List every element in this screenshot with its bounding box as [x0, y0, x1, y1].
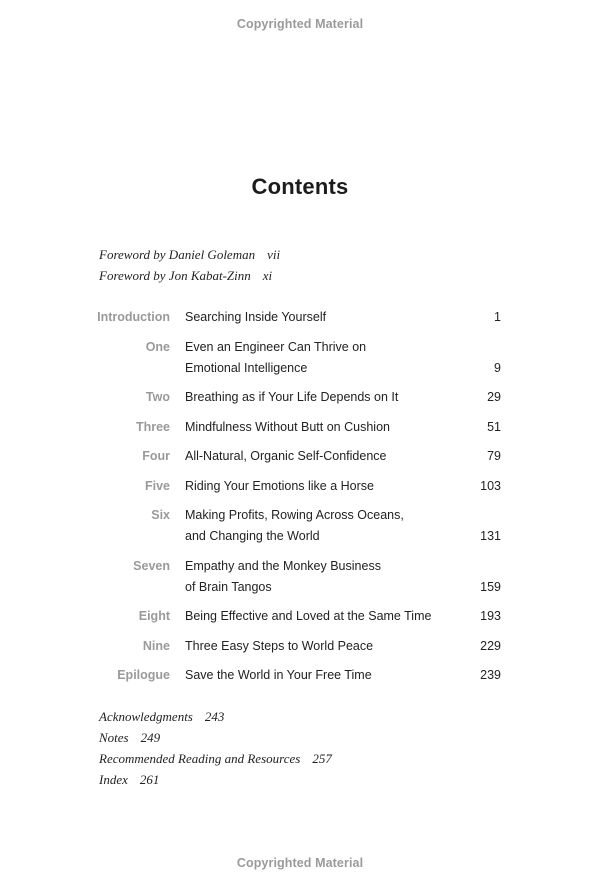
chapter-page: 79 [487, 449, 501, 463]
chapter-title-line: and Changing the World [185, 529, 320, 543]
chapter-entry-seven [0, 556, 600, 607]
chapter-title [185, 636, 455, 657]
chapter-page: 229 [480, 638, 501, 653]
foreword-list [99, 244, 280, 286]
chapter-page: 51 [487, 419, 501, 434]
chapter-number: Five [144, 478, 170, 493]
page-title: Contents [251, 174, 349, 199]
backmatter-entry [99, 769, 332, 790]
chapter-title-line: Breathing as if Your Life Depends on It [185, 390, 399, 404]
chapter-page: 159 [480, 579, 501, 594]
chapter-number: Two [145, 390, 170, 404]
chapter-title-line: All-Natural, Organic Self-Confidence [185, 449, 387, 463]
chapter-title-line: Mindfulness Without Butt on Cushion [185, 419, 390, 434]
chapter-title-line: Being Effective and Loved at the Same Time [185, 609, 432, 623]
chapter-entry-eight [0, 606, 600, 636]
chapter-number: Seven [133, 558, 170, 573]
foreword-page: vii [267, 247, 281, 262]
chapter-entry-five [0, 476, 600, 506]
backmatter-page: 243 [204, 709, 225, 724]
chapter-title-line: Making Profits, Rowing Across Oceans, [185, 508, 404, 522]
foreword-label: Foreword by Jon Kabat-Zinn [99, 268, 251, 283]
backmatter-label: Recommended Reading and Resources [99, 751, 301, 766]
chapter-entry-one [0, 337, 600, 388]
chapter-page: 103 [480, 478, 501, 493]
backmatter-entry [99, 748, 332, 769]
chapter-title [185, 446, 455, 467]
copyright-header: Copyrighted Material [236, 17, 364, 31]
chapter-number: Four [142, 449, 170, 463]
chapter-title-line: Searching Inside Yourself [185, 310, 327, 324]
chapter-entry-epilogue [0, 665, 600, 695]
chapter-entry-nine [0, 636, 600, 666]
chapter-title [185, 476, 455, 497]
chapter-title [185, 665, 455, 686]
chapter-title [185, 337, 455, 379]
chapter-title-line: Riding Your Emotions like a Horse [185, 478, 374, 493]
chapter-title [185, 307, 455, 328]
backmatter-label: Acknowledgments [99, 709, 193, 724]
chapter-entry-four [0, 446, 600, 476]
chapter-title [185, 556, 455, 598]
chapter-entry-six [0, 505, 600, 556]
chapter-title [185, 417, 455, 438]
backmatter-entry [99, 727, 332, 748]
chapter-title-line: Three Easy Steps to World Peace [185, 638, 374, 653]
backmatter-page: 261 [139, 772, 160, 787]
copyright-footer: Copyrighted Material [236, 856, 364, 870]
backmatter-entry [99, 706, 332, 727]
foreword-entry [99, 244, 280, 265]
chapter-number: Six [151, 508, 170, 522]
chapter-entry-two [0, 387, 600, 417]
foreword-entry [99, 265, 280, 286]
backmatter-label: Index [99, 772, 128, 787]
chapter-title-line: Emotional Intelligence [185, 360, 308, 375]
chapter-page: 131 [480, 529, 501, 543]
chapter-number: Three [135, 419, 170, 434]
chapter-number: Eight [138, 609, 170, 623]
foreword-label: Foreword by Daniel Goleman [99, 247, 256, 262]
chapter-page: 1 [494, 310, 501, 324]
chapter-title [185, 505, 455, 547]
backmatter-page: 257 [312, 751, 332, 766]
chapter-number: One [145, 339, 170, 354]
chapter-title-line: of Brain Tangos [185, 579, 272, 594]
chapter-page: 29 [487, 390, 501, 404]
chapter-entry-three [0, 417, 600, 447]
chapter-title [185, 606, 455, 627]
backmatter-label: Notes [99, 730, 129, 745]
backmatter-list [99, 706, 332, 790]
chapter-list [0, 307, 600, 695]
chapter-page: 239 [480, 668, 501, 682]
backmatter-page: 249 [140, 730, 161, 745]
chapter-page: 193 [480, 609, 501, 623]
chapter-page: 9 [494, 360, 501, 375]
chapter-title-line: Even an Engineer Can Thrive on [185, 339, 367, 354]
foreword-page: xi [262, 268, 273, 283]
chapter-number: Nine [142, 638, 170, 653]
chapter-title-line: Save the World in Your Free Time [185, 668, 372, 682]
chapter-number: Epilogue [117, 668, 170, 682]
chapter-title-line: Empathy and the Monkey Business [185, 558, 381, 573]
chapter-title [185, 387, 455, 408]
chapter-entry-introduction [0, 307, 600, 337]
chapter-number: Introduction [97, 310, 170, 324]
